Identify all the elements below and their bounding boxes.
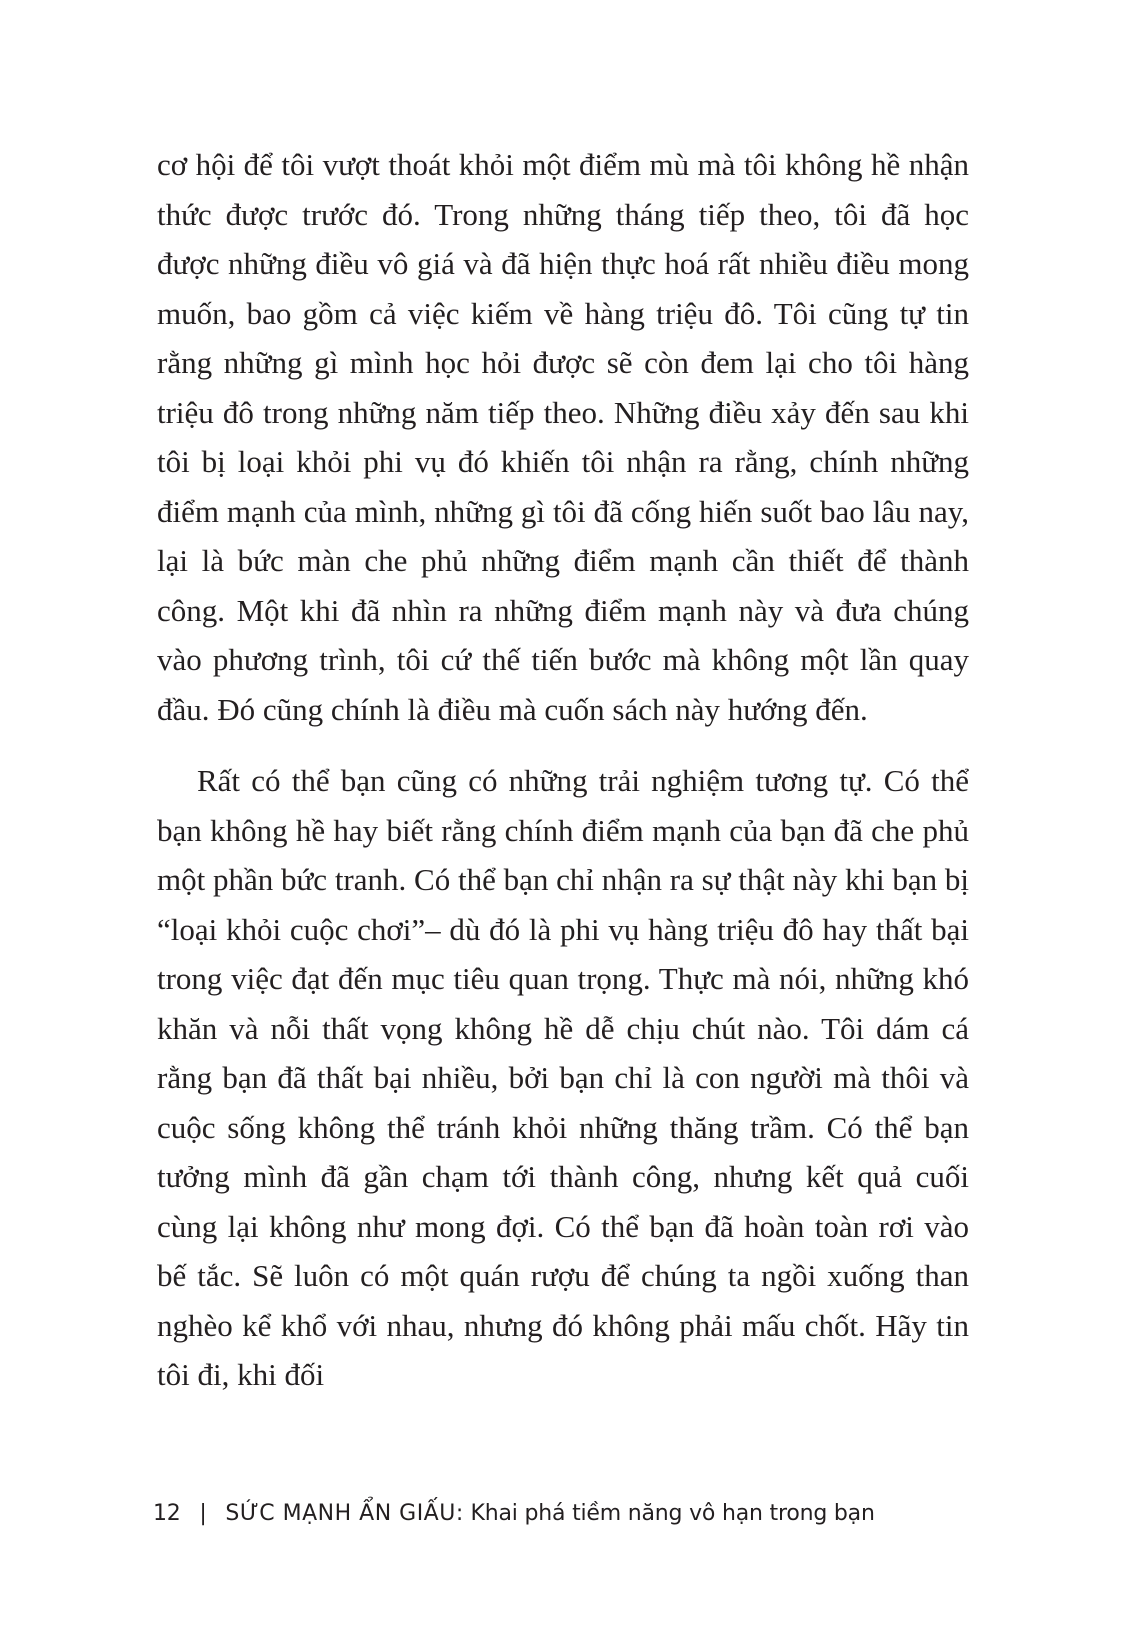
page-footer: [153, 1500, 875, 1528]
page-number: 12: [153, 1501, 181, 1526]
footer-separator: |: [199, 1501, 207, 1526]
body-text: [157, 140, 969, 1400]
paragraph-2: Rất có thể bạn cũng có những trải nghiệm tương tự. Có thể bạn không hề hay biết rằng chính điểm mạnh của bạn đã che phủ một phần bức tranh. Có thể bạn chỉ nhận ra sự thật này khi bạn bị “loại khỏi cuộc chơi”– dù đó là phi vụ hàng triệu đô hay thất bại trong việc đạt đến mục tiêu quan trọng. Thực mà nói, những khó khăn và nỗi thất vọng không hề dễ chịu chút nào. Tôi dám cá rằng bạn đã thất bại nhiều, bởi bạn chỉ là con người mà thôi và cuộc sống không thể tránh khỏi những thăng trầm. Có thể bạn tưởng mình đã gần chạm tới thành công, nhưng kết quả cuối cùng lại không như mong đợi. Có thể bạn đã hoàn toàn rơi vào bế tắc. Sẽ luôn có một quán rượu để chúng ta ngồi xuống than nghèo kể khổ với nhau, nhưng đó không phải mấu chốt. Hãy tin tôi đi, khi đối: [157, 763, 969, 1392]
book-subtitle: Khai phá tiềm năng vô hạn trong bạn: [470, 1501, 875, 1526]
book-title: SỨC MẠNH ẨN GIẤU:: [225, 1501, 464, 1526]
paragraph-1: cơ hội để tôi vượt thoát khỏi một điểm mù mà tôi không hề nhận thức được trước đó. Trong những tháng tiếp theo, tôi đã học được những điều vô giá và đã hiện thực hoá rất nhiều điều mong muốn, bao gồm cả việc kiếm về hàng triệu đô. Tôi cũng tự tin rằng những gì mình học hỏi được sẽ còn đem lại cho tôi hàng triệu đô trong những năm tiếp theo. Những điều xảy đến sau khi tôi bị loại khỏi phi vụ đó khiến tôi nhận ra rằng, chính những điểm mạnh của mình, những gì tôi đã cống hiến suốt bao lâu nay, lại là bức màn che phủ những điểm mạnh cần thiết để thành công. Một khi đã nhìn ra những điểm mạnh này và đưa chúng vào phương trình, tôi cứ thế tiến bước mà không một lần quay đầu. Đó cũng chính là điều mà cuốn sách này hướng đến.: [157, 147, 969, 727]
